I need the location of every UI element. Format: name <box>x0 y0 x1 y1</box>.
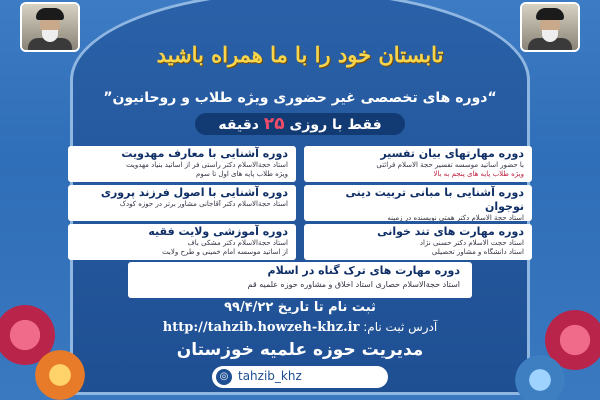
portrait-right <box>522 4 578 50</box>
course-title: دوره مهارتهای بیان تفسیر <box>380 147 524 160</box>
course-card <box>68 185 296 221</box>
duration-badge <box>195 113 405 135</box>
registration-address <box>120 320 480 335</box>
subtitle: “دوره های تخصصی غیر حضوری ویژه طلاب و روحانیون” <box>103 90 497 106</box>
course-detail: از اساتید موسسه امام خمینی و طرح ولایت <box>162 248 288 256</box>
social-handle-badge[interactable] <box>212 366 388 388</box>
flower-decoration-left-2 <box>30 345 90 400</box>
course-detail: با حضور اساتید موسسه تفسیر حجة الاسلام قرائتی <box>376 161 524 169</box>
course-card <box>304 224 532 260</box>
course-detail: استاد حجة‌الاسلام دکتر راستی فر از اساتید بنیاد مهدویت <box>126 161 288 169</box>
headline: تابستان خود را با ما همراه باشید <box>156 42 444 67</box>
course-card <box>68 146 296 182</box>
course-row <box>68 146 532 182</box>
course-title: دوره آموزشی ولایت فقیه <box>148 225 288 238</box>
course-detail: استاد حجة الاسلام دکتر همتی نویسنده در زمینه <box>387 214 524 221</box>
course-detail: استاد دانشگاه و مشاور تحصیلی <box>431 248 524 256</box>
course-detail: استاد حجة‌الاسلام دکتر مشکی باف <box>187 239 288 247</box>
course-title: دوره آشنایی با معارف مهدویت <box>121 147 288 160</box>
course-card-wide <box>128 262 472 298</box>
portrait-left <box>22 4 78 50</box>
course-title: دوره آشنایی با مبانی تربیت دینی نوجوان <box>345 186 524 213</box>
duration-suffix: دقیقه <box>218 117 259 133</box>
course-detail: استاد حجة‌الاسلام دکتر آقاجانی مشاور برتر در حوزه کودک <box>119 200 288 208</box>
organization-name: مدیریت حوزه علمیه خوزستان <box>176 340 424 360</box>
course-detail: ویژه طلاب پایه های پنجم به بالا <box>433 170 524 178</box>
registration-deadline: ثبت نام تا تاریخ ۹۹/۴/۲۲ <box>224 300 376 315</box>
course-card <box>68 224 296 260</box>
instagram-icon: ◎ <box>216 369 232 385</box>
course-panel <box>68 146 532 298</box>
duration-prefix: فقط با روزی <box>289 117 382 133</box>
course-row <box>68 224 532 260</box>
course-row <box>68 185 532 221</box>
course-detail: ویژه طلاب پایه های اول تا سوم <box>196 170 288 178</box>
course-detail: استاد حجت الاسلام دکتر حسنی نژاد <box>419 239 524 247</box>
course-title: دوره آشنایی با اصول فرزند پروری <box>100 186 288 199</box>
registration-link[interactable]: http://tahzib.howzeh-khz.ir <box>162 320 360 335</box>
course-card <box>304 146 532 182</box>
address-label: آدرس ثبت نام: <box>363 320 438 334</box>
social-handle: tahzib_khz <box>238 369 302 383</box>
course-detail: استاد حجة‌الاسلام حصاری استاد اخلاق و مشاوره حوزه علمیه قم <box>247 280 460 289</box>
course-title: دوره مهارت های تند خوانی <box>377 225 524 238</box>
course-card <box>304 185 532 221</box>
course-title: دوره مهارت های ترک گناه در اسلام <box>267 264 460 277</box>
duration-amount: ۲۵ <box>263 114 285 134</box>
